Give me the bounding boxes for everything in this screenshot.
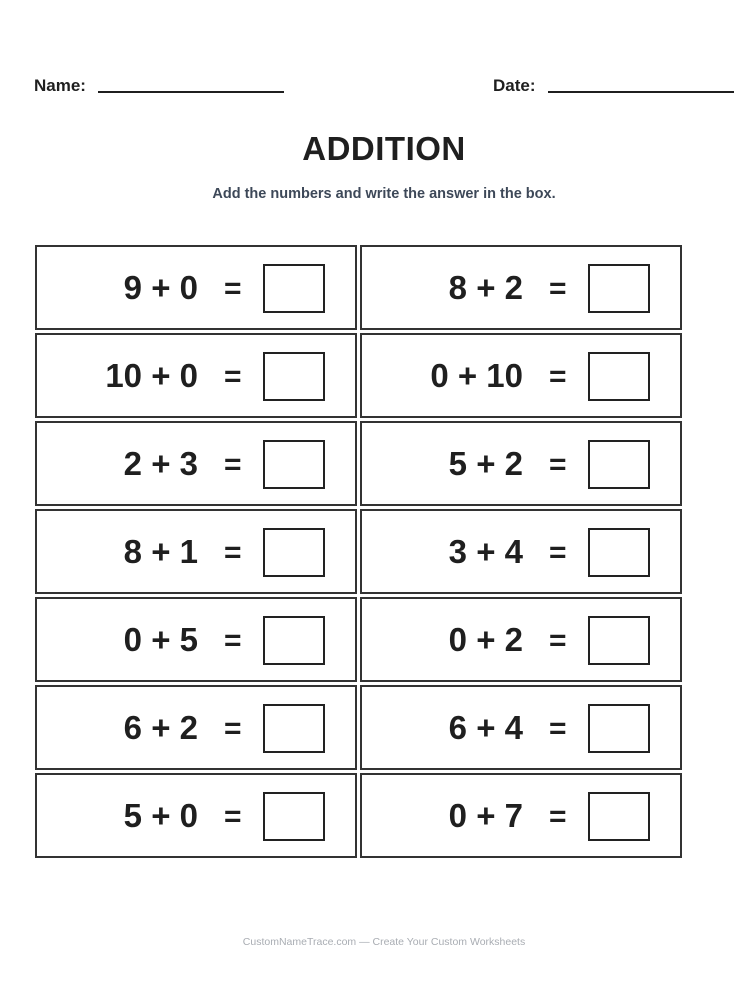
equals-sign: = (224, 448, 242, 481)
answer-box[interactable] (263, 704, 325, 753)
equals-sign: = (549, 448, 567, 481)
name-write-line[interactable] (98, 91, 284, 93)
equals-sign: = (549, 800, 567, 833)
problem-cell (35, 685, 357, 770)
answer-box[interactable] (588, 264, 650, 313)
problem-expression: 10 + 0 (105, 357, 198, 394)
answer-box[interactable] (263, 616, 325, 665)
name-field (34, 76, 284, 96)
problem-cell (35, 421, 357, 506)
equals-sign: = (224, 712, 242, 745)
equals-sign: = (549, 624, 567, 657)
answer-box[interactable] (263, 440, 325, 489)
problem-cell (360, 333, 682, 418)
equals-sign: = (549, 272, 567, 305)
problem-cell (360, 245, 682, 330)
problem-cell (35, 509, 357, 594)
name-label: Name: (34, 76, 86, 95)
answer-box[interactable] (588, 616, 650, 665)
problem-expression: 0 + 10 (430, 357, 523, 394)
problem-expression: 3 + 4 (448, 533, 523, 570)
problem-cell (35, 773, 357, 858)
equals-sign: = (549, 712, 567, 745)
equals-sign: = (549, 536, 567, 569)
answer-box[interactable] (263, 352, 325, 401)
equals-sign: = (224, 272, 242, 305)
equals-sign: = (224, 800, 242, 833)
problem-expression: 8 + 1 (123, 533, 198, 570)
problem-expression: 0 + 7 (448, 797, 523, 834)
problem-expression: 8 + 2 (448, 269, 523, 306)
problem-expression: 0 + 5 (123, 621, 198, 658)
answer-box[interactable] (588, 440, 650, 489)
equals-sign: = (224, 536, 242, 569)
problem-expression: 2 + 3 (123, 445, 198, 482)
answer-box[interactable] (588, 792, 650, 841)
problem-cell (360, 421, 682, 506)
equals-sign: = (224, 360, 242, 393)
worksheet-title: ADDITION (302, 130, 466, 167)
equals-sign: = (224, 624, 242, 657)
date-field (493, 76, 734, 96)
footer-credit: CustomNameTrace.com — Create Your Custom Worksheets (242, 936, 526, 948)
problem-grid (35, 245, 682, 858)
answer-box[interactable] (588, 704, 650, 753)
problem-expression: 6 + 4 (448, 709, 523, 746)
problem-cell (35, 597, 357, 682)
problem-expression: 5 + 0 (123, 797, 198, 834)
problem-expression: 5 + 2 (448, 445, 523, 482)
problem-cell (35, 333, 357, 418)
problem-cell (35, 245, 357, 330)
problem-expression: 9 + 0 (123, 269, 198, 306)
answer-box[interactable] (263, 792, 325, 841)
answer-box[interactable] (263, 264, 325, 313)
equals-sign: = (549, 360, 567, 393)
worksheet-header (34, 76, 736, 100)
problem-cell (360, 685, 682, 770)
problem-expression: 6 + 2 (123, 709, 198, 746)
date-label: Date: (493, 76, 536, 95)
problem-cell (360, 773, 682, 858)
worksheet-instructions: Add the numbers and write the answer in the box. (212, 186, 556, 202)
problem-cell (360, 597, 682, 682)
answer-box[interactable] (588, 352, 650, 401)
answer-box[interactable] (588, 528, 650, 577)
date-write-line[interactable] (548, 91, 734, 93)
problem-expression: 0 + 2 (448, 621, 523, 658)
answer-box[interactable] (263, 528, 325, 577)
problem-cell (360, 509, 682, 594)
